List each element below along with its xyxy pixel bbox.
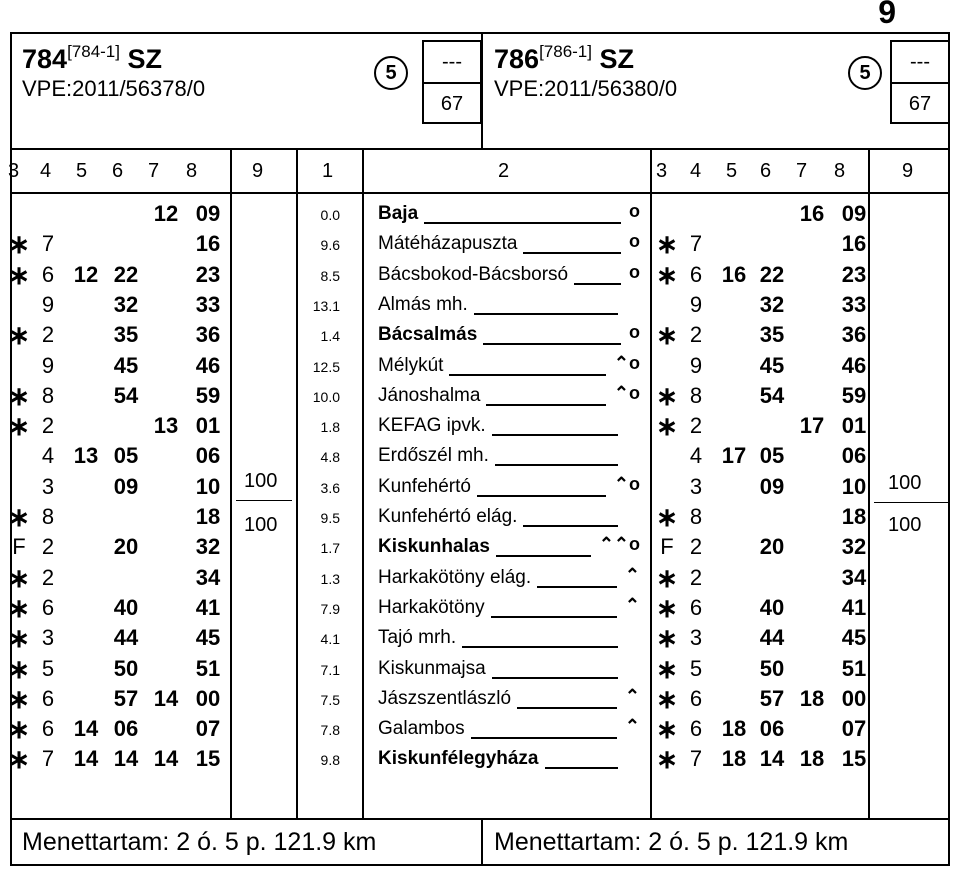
right-cell-c4: 2 — [689, 322, 703, 347]
right-train-title: 786[786-1] SZ — [494, 42, 635, 74]
left-cell-c3: ∗ — [8, 260, 30, 290]
station-leader-line — [491, 616, 617, 618]
left-cell-c6: 57 — [113, 686, 139, 711]
km-value: 7.9 — [320, 601, 340, 617]
left-cell-c8: 41 — [195, 595, 221, 620]
right-box-bottom: 67 — [908, 93, 932, 115]
left-cell-c3: ∗ — [8, 502, 30, 532]
station-mark-icon: ⌃ — [624, 595, 640, 615]
station-leader-line — [545, 767, 619, 769]
km-value: 9.6 — [320, 237, 340, 253]
right-footer: Menettartam: 2 ó. 5 p. 121.9 km — [494, 828, 849, 856]
left-cell-c5: 14 — [73, 746, 99, 771]
km-value: 8.5 — [320, 268, 340, 284]
right-cell-c3: ∗ — [656, 411, 678, 441]
right-cell-c4: 3 — [689, 625, 703, 650]
station-leader-line — [486, 404, 605, 406]
right-cell-c6: 54 — [759, 383, 785, 408]
left-cell-c6: 20 — [113, 534, 139, 559]
left-cell-c6: 22 — [113, 262, 139, 287]
left-cell-c8: 15 — [195, 746, 221, 771]
right-cell-c8: 16 — [841, 231, 867, 256]
station-name: Bácsbokod-Bácsborsó — [378, 264, 569, 285]
left-cell-c8: 51 — [195, 656, 221, 681]
station-leader-line — [492, 434, 618, 436]
right-cell-c5: 17 — [721, 443, 747, 468]
right-cell-c8: 06 — [841, 443, 867, 468]
right-col-header-5: 5 — [726, 160, 738, 182]
station-leader-line — [471, 737, 617, 739]
station-name: Almás mh. — [378, 294, 468, 315]
left-cell-c3: ∗ — [8, 381, 30, 411]
right-cell-c7: 17 — [799, 413, 825, 438]
km-value: 12.5 — [312, 359, 340, 375]
right-col-header-7: 7 — [796, 160, 808, 182]
left-cell-c8: 32 — [195, 534, 221, 559]
left-circle-badge: 5 — [374, 56, 408, 90]
station-leader-line — [424, 222, 621, 224]
left-cell-c4: 8 — [41, 504, 55, 529]
left-cell-c4: 4 — [41, 443, 55, 468]
left-col-header-6: 6 — [112, 160, 124, 182]
left-cell-c8: 01 — [195, 413, 221, 438]
left-cell-c6: 40 — [113, 595, 139, 620]
station-name: Kiskunhalas — [378, 536, 490, 557]
right-cell-c3: ∗ — [656, 260, 678, 290]
station-leader-line — [483, 343, 621, 345]
right-cell-c6: 32 — [759, 292, 785, 317]
right-cell-c6: 14 — [759, 746, 785, 771]
right-cell-c4: 7 — [689, 746, 703, 771]
left-cell-c6: 45 — [113, 353, 139, 378]
km-value: 7.8 — [320, 722, 340, 738]
right-cell-c4: 5 — [689, 656, 703, 681]
station-name: Kiskunfélegyháza — [378, 748, 539, 769]
right-col-header-4: 4 — [690, 160, 702, 182]
right-cell-c6: 20 — [759, 534, 785, 559]
left-speed-line — [236, 500, 292, 501]
right-cell-c8: 46 — [841, 353, 867, 378]
left-train-title: 784[784-1] SZ — [22, 42, 163, 74]
station-mark-icon: ⌃⌃o — [598, 534, 640, 554]
left-cell-c8: 34 — [195, 565, 221, 590]
left-cell-c4: 2 — [41, 565, 55, 590]
right-cell-c6: 57 — [759, 686, 785, 711]
left-info-box — [422, 40, 482, 124]
station-name: Jánoshalma — [378, 385, 481, 406]
right-cell-c8: 32 — [841, 534, 867, 559]
left-box-bottom: 67 — [440, 93, 464, 115]
left-cell-c6: 05 — [113, 443, 139, 468]
right-cell-c6: 05 — [759, 443, 785, 468]
km-value: 1.8 — [320, 419, 340, 435]
right-cell-c8: 23 — [841, 262, 867, 287]
left-cell-c5: 14 — [73, 716, 99, 741]
left-cell-c4: 8 — [41, 383, 55, 408]
left-cell-c8: 23 — [195, 262, 221, 287]
km-value: 10.0 — [312, 389, 340, 405]
right-cell-c3: ∗ — [656, 563, 678, 593]
right-cell-c8: 01 — [841, 413, 867, 438]
right-cell-c8: 10 — [841, 474, 867, 499]
right-cell-c7: 18 — [799, 746, 825, 771]
station-name: Mátéházapuszta — [378, 233, 518, 254]
right-cell-c4: 9 — [689, 353, 703, 378]
right-col-header-3: 3 — [656, 160, 668, 182]
station-name: Harkakötöny elág. — [378, 567, 532, 588]
left-cell-c3: ∗ — [8, 320, 30, 350]
left-cell-c4: 7 — [41, 746, 55, 771]
left-cell-c3: ∗ — [8, 563, 30, 593]
left-cell-c7: 14 — [153, 746, 179, 771]
left-cell-c3: ∗ — [8, 744, 30, 774]
left-cell-c3: ∗ — [8, 229, 30, 259]
right-cell-c6: 44 — [759, 625, 785, 650]
right-cell-c4: 2 — [689, 413, 703, 438]
station-leader-line — [523, 252, 621, 254]
right-cell-c8: 09 — [841, 201, 867, 226]
station-name: Mélykút — [378, 355, 444, 376]
right-cell-c8: 59 — [841, 383, 867, 408]
right-speed-top: 100 — [888, 472, 922, 494]
right-cell-c3: ∗ — [656, 654, 678, 684]
right-cell-c6: 45 — [759, 353, 785, 378]
station-name: KEFAG ipvk. — [378, 415, 486, 436]
right-col-header-9: 9 — [902, 160, 914, 182]
left-cell-c8: 09 — [195, 201, 221, 226]
left-cell-c4: 6 — [41, 595, 55, 620]
left-cell-c4: 2 — [41, 413, 55, 438]
left-cell-c8: 16 — [195, 231, 221, 256]
station-leader-line — [523, 525, 618, 527]
footer-divider — [10, 818, 950, 820]
right-cell-c8: 41 — [841, 595, 867, 620]
left-cell-c6: 44 — [113, 625, 139, 650]
left-col-header-7: 7 — [148, 160, 160, 182]
station-mark-icon: ⌃ — [624, 716, 640, 736]
right-cell-c6: 06 — [759, 716, 785, 741]
station-name: Erdőszél mh. — [378, 445, 489, 466]
km-value: 1.3 — [320, 571, 340, 587]
right-box-top: --- — [892, 42, 948, 84]
km-value: 13.1 — [312, 298, 340, 314]
station-name: Galambos — [378, 718, 465, 739]
station-mark-icon: o — [629, 231, 640, 251]
station-leader-line — [492, 677, 618, 679]
km-col-divider — [296, 148, 298, 818]
right-cell-c5: 18 — [721, 746, 747, 771]
station-mark-icon: ⌃o — [613, 474, 640, 494]
left-cell-c7: 12 — [153, 201, 179, 226]
left-cell-c5: 13 — [73, 443, 99, 468]
station-mark-icon: o — [629, 262, 640, 282]
header-divider — [10, 148, 950, 150]
station-name: Kunfehértó — [378, 476, 471, 497]
right-cell-c4: 7 — [689, 231, 703, 256]
left-cell-c4: 6 — [41, 262, 55, 287]
left-cell-c8: 07 — [195, 716, 221, 741]
station-leader-line — [474, 313, 618, 315]
left-cell-c4: 6 — [41, 716, 55, 741]
right-cell-c3: ∗ — [656, 502, 678, 532]
right-speed-bottom: 100 — [888, 514, 922, 536]
left-footer: Menettartam: 2 ó. 5 p. 121.9 km — [22, 828, 377, 856]
left-cell-c5: 12 — [73, 262, 99, 287]
right-vpe: VPE:2011/56380/0 — [494, 76, 678, 101]
left-cell-c6: 50 — [113, 656, 139, 681]
right-cell-c4: 3 — [689, 474, 703, 499]
station-mark-icon: ⌃ — [624, 686, 640, 706]
left-speed-top: 100 — [244, 470, 278, 492]
right-info-box — [890, 40, 950, 124]
station-name: Kiskunmajsa — [378, 658, 486, 679]
left-cell-c8: 06 — [195, 443, 221, 468]
right-cell-c6: 50 — [759, 656, 785, 681]
left-cell-c3: ∗ — [8, 714, 30, 744]
left-cell-c6: 35 — [113, 322, 139, 347]
right-cell-c4: 9 — [689, 292, 703, 317]
left-cell-c8: 59 — [195, 383, 221, 408]
left-cell-c4: 9 — [41, 292, 55, 317]
right-cell-c6: 40 — [759, 595, 785, 620]
station-mark-icon: o — [629, 322, 640, 342]
left-col-header-8: 8 — [186, 160, 198, 182]
left-speed-bottom: 100 — [244, 514, 278, 536]
station-name: Tajó mrh. — [378, 627, 457, 648]
left-cell-c4: 5 — [41, 656, 55, 681]
station-name: Kunfehértó elág. — [378, 506, 518, 527]
left-cell-c8: 46 — [195, 353, 221, 378]
right-cell-c3: ∗ — [656, 381, 678, 411]
km-value: 7.5 — [320, 692, 340, 708]
km-col-header: 1 — [322, 160, 334, 182]
station-col-header: 2 — [498, 160, 510, 182]
left-cell-c6: 54 — [113, 383, 139, 408]
left-cell-c4: 7 — [41, 231, 55, 256]
station-mark-icon: ⌃o — [613, 383, 640, 403]
right-cell-c8: 00 — [841, 686, 867, 711]
station-mark-icon: ⌃ — [624, 565, 640, 585]
left-cell-c3: ∗ — [8, 593, 30, 623]
right-cell-c8: 34 — [841, 565, 867, 590]
column-header-divider — [10, 192, 950, 194]
left-cell-c3: ∗ — [8, 684, 30, 714]
right-cell-c3: ∗ — [656, 320, 678, 350]
right-cell-c3: ∗ — [656, 744, 678, 774]
footer-center-divider — [481, 818, 483, 866]
station-leader-line — [495, 464, 618, 466]
left-cell-c8: 36 — [195, 322, 221, 347]
km-value: 7.1 — [320, 662, 340, 678]
left-cell-c8: 00 — [195, 686, 221, 711]
km-value: 1.7 — [320, 540, 340, 556]
left-cell-c6: 32 — [113, 292, 139, 317]
right-cell-c5: 16 — [721, 262, 747, 287]
left-cell-c4: 9 — [41, 353, 55, 378]
right-speed-line — [874, 502, 948, 503]
station-mark-icon: ⌃o — [613, 353, 640, 373]
station-leader-line — [517, 707, 617, 709]
right-cell-c8: 45 — [841, 625, 867, 650]
right-cell-c3: ∗ — [656, 623, 678, 653]
left-cell-c8: 45 — [195, 625, 221, 650]
km-value: 4.1 — [320, 631, 340, 647]
station-leader-line — [449, 374, 605, 376]
left-cell-c7: 13 — [153, 413, 179, 438]
left-cell-c6: 06 — [113, 716, 139, 741]
right-cell-c8: 51 — [841, 656, 867, 681]
right-cell-c8: 33 — [841, 292, 867, 317]
left-cell-c3: F — [12, 534, 26, 559]
right-cell-c3: ∗ — [656, 684, 678, 714]
page-number: 9 — [878, 0, 896, 30]
station-col-divider-right — [650, 148, 652, 818]
left-cell-c3: ∗ — [8, 411, 30, 441]
left-cell-c4: 2 — [41, 534, 55, 559]
right-cell-c3: ∗ — [656, 593, 678, 623]
station-mark-icon: o — [629, 201, 640, 221]
station-leader-line — [574, 283, 621, 285]
right-cell-c7: 16 — [799, 201, 825, 226]
right-circle-badge: 5 — [848, 56, 882, 90]
right-cell-c7: 18 — [799, 686, 825, 711]
left-col-header-3: 3 — [8, 160, 20, 182]
left-cell-c7: 14 — [153, 686, 179, 711]
right-cell-c6: 09 — [759, 474, 785, 499]
left-cell-c4: 3 — [41, 625, 55, 650]
left-col9-divider — [230, 148, 232, 818]
right-cell-c4: 6 — [689, 686, 703, 711]
right-cell-c5: 18 — [721, 716, 747, 741]
right-cell-c4: 6 — [689, 595, 703, 620]
right-cell-c6: 22 — [759, 262, 785, 287]
right-cell-c4: 4 — [689, 443, 703, 468]
station-name: Bácsalmás — [378, 324, 478, 345]
station-name: Jászszentlászló — [378, 688, 512, 709]
left-cell-c4: 3 — [41, 474, 55, 499]
left-cell-c8: 18 — [195, 504, 221, 529]
right-cell-c6: 35 — [759, 322, 785, 347]
left-col-header-4: 4 — [40, 160, 52, 182]
right-cell-c4: 8 — [689, 504, 703, 529]
km-value: 4.8 — [320, 449, 340, 465]
right-cell-c4: 2 — [689, 565, 703, 590]
right-cell-c8: 07 — [841, 716, 867, 741]
km-value: 9.8 — [320, 752, 340, 768]
right-cell-c4: 6 — [689, 262, 703, 287]
left-col-header-5: 5 — [76, 160, 88, 182]
station-col-divider-left — [362, 148, 364, 818]
station-leader-line — [462, 646, 618, 648]
right-cell-c3: ∗ — [656, 229, 678, 259]
right-cell-c8: 15 — [841, 746, 867, 771]
station-leader-line — [537, 586, 617, 588]
left-vpe: VPE:2011/56378/0 — [22, 76, 206, 101]
station-name: Harkakötöny — [378, 597, 485, 618]
km-value: 9.5 — [320, 510, 340, 526]
right-cell-c3: ∗ — [656, 714, 678, 744]
left-col-header-9: 9 — [252, 160, 264, 182]
left-cell-c3: ∗ — [8, 654, 30, 684]
left-cell-c4: 2 — [41, 322, 55, 347]
left-cell-c6: 09 — [113, 474, 139, 499]
station-name: Baja — [378, 203, 419, 224]
right-cell-c4: 6 — [689, 716, 703, 741]
right-cell-c8: 18 — [841, 504, 867, 529]
left-cell-c6: 14 — [113, 746, 139, 771]
left-cell-c4: 6 — [41, 686, 55, 711]
right-col-header-8: 8 — [834, 160, 846, 182]
right-cell-c4: 8 — [689, 383, 703, 408]
right-cell-c3: F — [660, 534, 674, 559]
left-cell-c3: ∗ — [8, 623, 30, 653]
left-cell-c8: 10 — [195, 474, 221, 499]
left-box-top: --- — [424, 42, 480, 84]
km-value: 1.4 — [320, 328, 340, 344]
right-cell-c8: 36 — [841, 322, 867, 347]
km-value: 0.0 — [320, 207, 340, 223]
left-cell-c8: 33 — [195, 292, 221, 317]
station-leader-line — [496, 555, 591, 557]
station-leader-line — [477, 495, 606, 497]
right-col-header-6: 6 — [760, 160, 772, 182]
km-value: 3.6 — [320, 480, 340, 496]
right-cell-c4: 2 — [689, 534, 703, 559]
